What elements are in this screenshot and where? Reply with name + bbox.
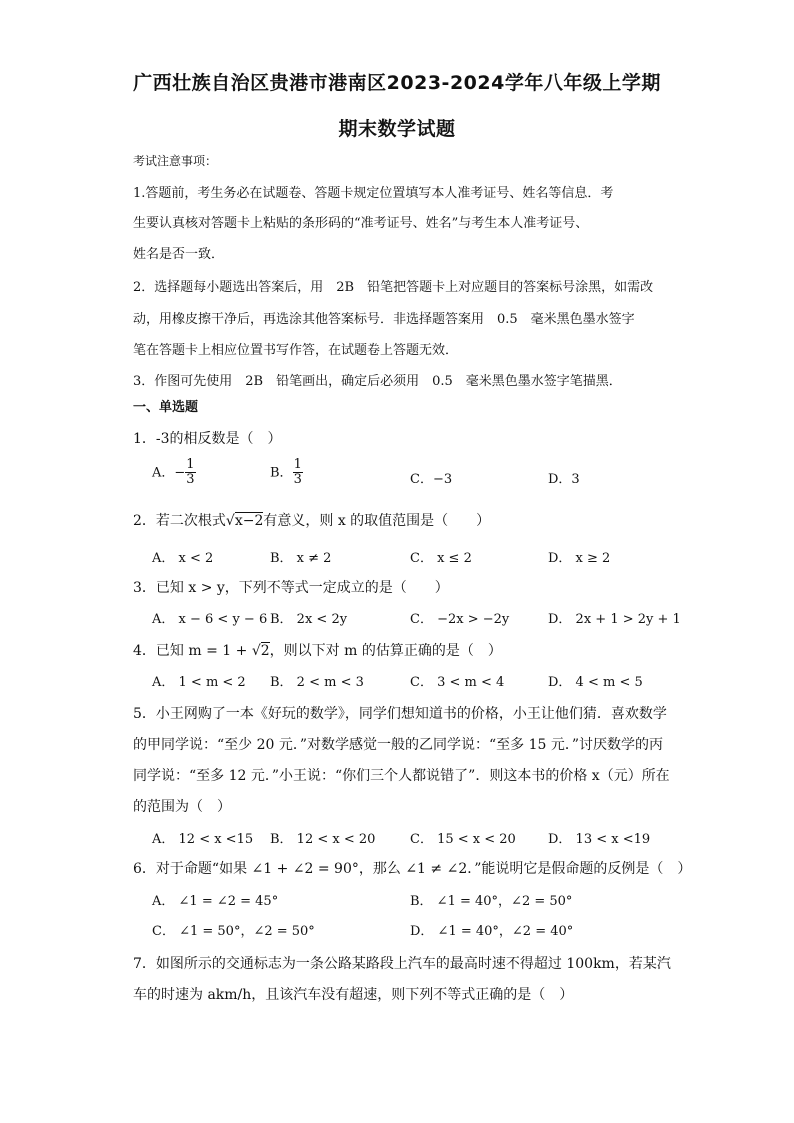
exam-title-line2: 期末数学试题 [338,118,456,140]
sqrt-icon: √ [225,513,235,529]
fraction [293,458,303,488]
q3-option-c: C． −2x > −2y [410,612,510,627]
q5-option-c: C． 15 < x < 20 [410,832,516,847]
q4-option-b: B． 2 < m < 3 [270,675,364,690]
question-5-line: 5．小王网购了一本《好玩的数学》，同学们想知道书的价格，小王让他们猜．喜欢数学 [133,706,667,722]
q4-option-a: A． 1 < m < 2 [152,675,246,690]
q3-option-d: D． 2x + 1 > 2y + 1 [548,612,681,627]
numerator: 1 [293,457,302,472]
q6-option-c: C． ∠1 = 50°，∠2 = 50° [152,924,315,939]
stem-text: 2．若二次根式 [133,513,226,529]
q6-option-b: B． ∠1 = 40°，∠2 = 50° [410,894,573,909]
q2-option-c: C． x ≤ 2 [410,551,472,566]
radicand: 2 [260,643,270,659]
stem-text: 4．已知 m = 1 + [133,643,252,659]
question-5-line: 的范围为（ ） [133,799,231,815]
stem-text: ，则以下对 m 的估算正确的是（ ） [269,643,502,659]
stem-text: 有意义，则 x 的取值范围是（ ） [263,513,491,529]
section-heading: 一、单选题 [133,400,199,415]
option-label: B． [270,465,293,481]
note-line: 3．作图可先使用 2B 铅笔画出，确定后必须用 0.5 毫米黑色墨水签字笔描黑． [133,374,622,389]
q2-option-b: B． x ≠ 2 [270,551,332,566]
question-3-stem: 3．已知 x > y，下列不等式一定成立的是（ ） [133,580,449,596]
note-line: 动，用橡皮擦干净后，再选涂其他答案标号．非选择题答案用 0.5 毫米黑色墨水签字 [133,312,635,327]
denominator: 3 [293,472,302,488]
option-label: A． [152,465,175,481]
q3-option-a: A． x − 6 < y − 6 [152,612,268,627]
note-line: 生要认真核对答题卡上粘贴的条形码的“准考证号、姓名”与考生本人准考证号、 [133,216,589,231]
note-line: 姓名是否一致． [133,247,225,262]
q2-option-a: A． x < 2 [152,551,214,566]
q5-option-d: D． 13 < x <19 [548,832,651,847]
question-2-stem [133,510,490,530]
question-1-stem: 1．-3的相反数是（ ） [133,431,282,447]
q1-option-b [270,458,303,488]
question-5-line: 的甲同学说：“至少 20 元．”对数学感觉一般的乙同学说：“至多 15 元．”讨厌数学的丙 [133,737,664,753]
q5-option-b: B． 12 < x < 20 [270,832,376,847]
q4-option-d: D． 4 < m < 5 [548,675,643,690]
q4-option-c: C． 3 < m < 4 [410,675,505,690]
question-5-line: 同学说：“至多 12 元．”小王说：“你们三个人都说错了”．则这本书的价格 x（元）所在 [133,768,670,784]
question-7-line: 车的时速为 akm/h，且该汽车没有超速，则下列不等式正确的是（ ） [133,987,574,1003]
q5-option-a: A． 12 < x <15 [152,832,254,847]
denominator: 3 [186,472,195,488]
sqrt-icon: √ [251,643,261,659]
note-line: 2．选择题每小题选出答案后，用 2B 铅笔把答题卡上对应题目的答案标号涂黑，如需改 [133,280,654,295]
notes-heading: 考试注意事项： [133,154,218,168]
radicand: x−2 [234,513,264,529]
numerator: 1 [186,457,195,472]
fraction [185,458,195,488]
note-line: 笔在答题卡上相应位置书写作答，在试题卷上答题无效． [133,343,459,358]
question-6-stem: 6．对于命题“如果 ∠1 + ∠2 = 90°，那么 ∠1 ≠ ∠2．”能说明它是假命题的反例是（ ） [133,861,692,877]
question-7-line: 7．如图所示的交通标志为一条公路某路段上汽车的最高时速不得超过 100km，若某汽 [133,956,671,972]
q1-option-a [152,458,196,488]
q2-option-d: D． x ≥ 2 [548,551,611,566]
q6-option-d: D． ∠1 = 40°，∠2 = 40° [410,924,574,939]
q3-option-b: B． 2x < 2y [270,612,348,627]
question-4-stem [133,640,502,660]
exam-title-line1: 广西壮族自治区贵港市港南区2023-2024学年八年级上学期 [133,72,661,94]
q1-option-c: C．−3 [410,472,453,487]
note-line: 1.答题前，考生务必在试题卷、答题卡规定位置填写本人准考证号、姓名等信息．考 [133,186,614,201]
q1-option-d: D．3 [548,472,580,487]
minus-sign: − [174,465,186,481]
q6-option-a: A． ∠1 = ∠2 = 45° [152,894,279,909]
